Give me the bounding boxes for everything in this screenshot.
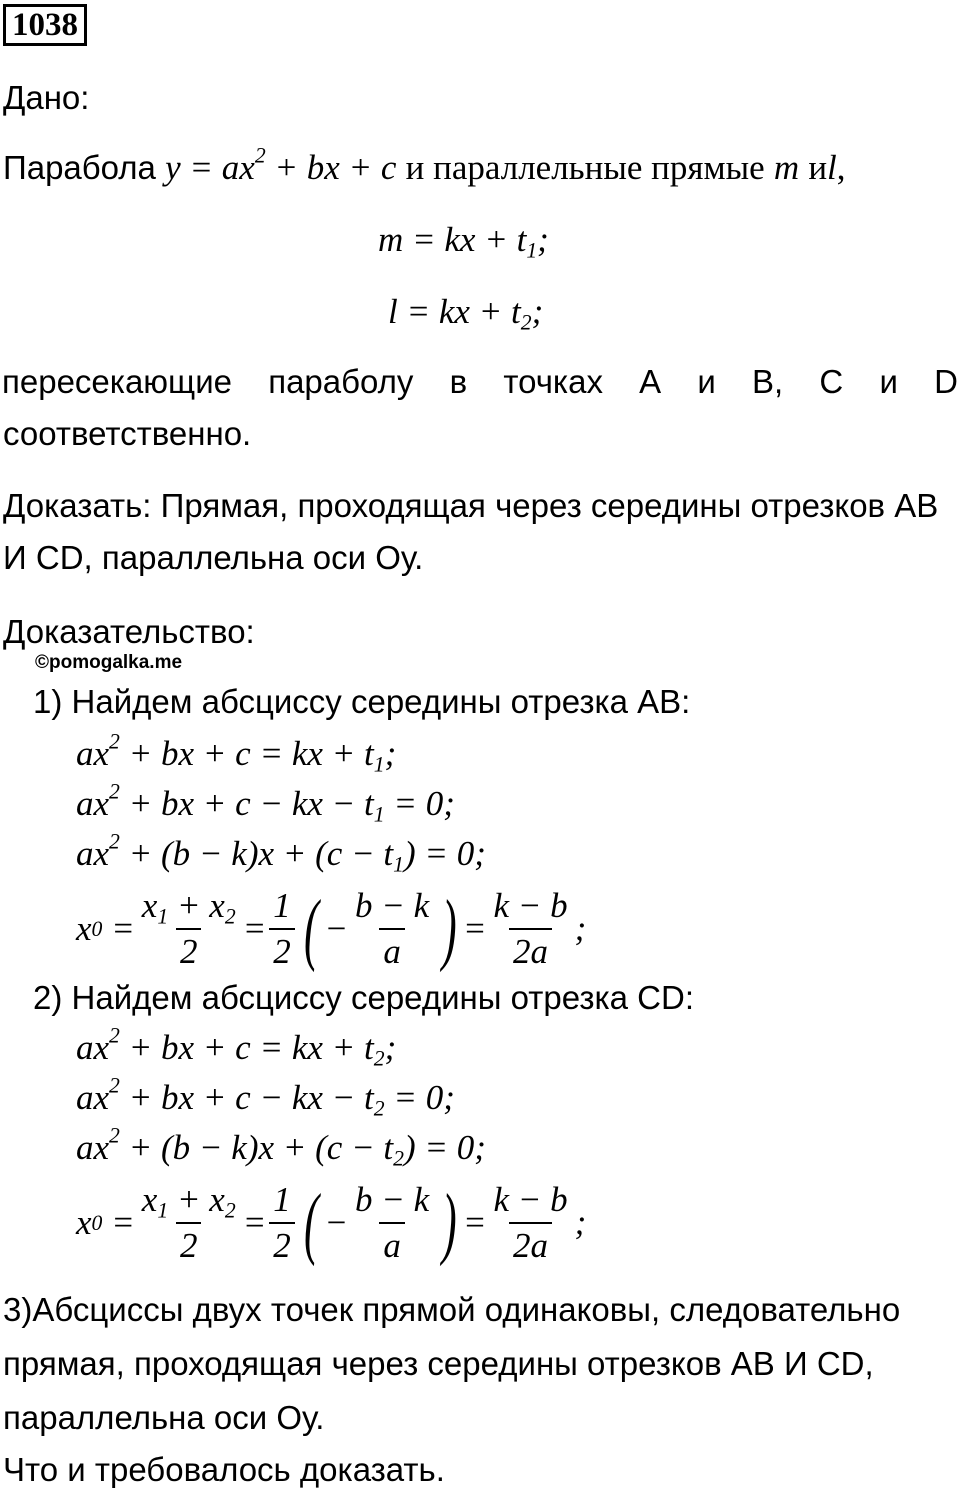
prove-line-2: И CD, параллельна оси Оу. — [3, 539, 424, 576]
intersect-tail: соответственно. — [3, 415, 252, 452]
step1-title: 1) Найдем абсциссу середины отрезка АВ: — [33, 683, 691, 720]
problem-number: 1038 — [3, 4, 87, 46]
final-statement: Что и требовалось доказать. — [3, 1451, 445, 1488]
watermark: ©pomogalka.me — [35, 652, 183, 673]
prove-line-1: Доказать: Прямая, проходящая через середины отрезков АВ — [3, 487, 939, 524]
step2-eq3: $ax^2 + (b - k)x + (c - t_2) = 0$; — [76, 1123, 486, 1171]
intersect-word: и — [879, 363, 898, 400]
conclusion-line-2: прямая, проходящая через середины отрезков АВ И CD, — [3, 1345, 874, 1382]
intersect-word: параболу — [268, 363, 414, 400]
intersect-word: В, — [752, 363, 784, 400]
step2-eq4: x 0 = $\frac{x_1 + x_2}{2}$ = $\frac{1}{2}$ ( − $\frac{b - k}{a}$ ) = $\frac{k - b}{2a}$ ; — [76, 1179, 587, 1267]
intro-and: и — [808, 148, 828, 187]
var-l: l — [827, 148, 837, 187]
step1-eq4: x 0 = $\frac{x_1 + x_2}{2}$ = $\frac{1}{2}$ ( − $\frac{b - k}{a}$ ) = $\frac{k - b}{2a}$ ; — [76, 885, 587, 973]
step1-eq2: $ax^2$ + bx + c − kx − $t_1 = 0$; — [76, 779, 455, 827]
var-m: m — [773, 148, 800, 187]
step2-eq1: $ax^2$ + bx + c = kx + $t_2$; — [76, 1023, 397, 1071]
intro-comma: , — [836, 148, 846, 187]
conclusion-line-3: параллельна оси Оу. — [3, 1399, 325, 1436]
intersect-word: пересекающие — [2, 363, 232, 400]
intersect-word: точках — [503, 363, 603, 400]
step2-title: 2) Найдем абсциссу середины отрезка CD: — [33, 979, 694, 1016]
parabola-formula: $y = ax^2$ + bx + c — [165, 143, 397, 187]
intro-word-parabola: Парабола — [3, 149, 156, 186]
intro-text: и параллельные прямые — [405, 148, 765, 187]
intersect-word: и — [697, 363, 716, 400]
intersect-word: в — [449, 363, 468, 400]
proof-label: Доказательство: — [3, 613, 255, 650]
intersect-word: D — [934, 363, 958, 400]
intro-line — [3, 143, 846, 188]
equation-l-body: l = kx + t — [388, 292, 521, 331]
equation-m-body: m = kx + t — [378, 220, 527, 259]
equation-m: m = kx + $t_1$; — [378, 220, 549, 263]
step1-eq3: $ax^2 + (b - k)x + (c - t_1) = 0$; — [76, 829, 486, 877]
intersect-word: С — [819, 363, 844, 400]
equation-m-sub: 1 — [526, 238, 538, 263]
step1-eq1: $ax^2$ + bx + c = kx + $t_1$; — [76, 729, 397, 777]
conclusion-line-1: 3)Абсциссы двух точек прямой одинаковы, следовательно — [3, 1291, 901, 1328]
equation-l-sub: 2 — [520, 310, 532, 335]
step2-eq2: $ax^2$ + bx + c − kx − $t_2 = 0$; — [76, 1073, 455, 1121]
equation-l: l = kx + $t_2$; — [388, 292, 544, 335]
given-label: Дано: — [3, 79, 90, 116]
intersect-line — [2, 362, 958, 402]
intersect-word: А — [639, 363, 662, 400]
